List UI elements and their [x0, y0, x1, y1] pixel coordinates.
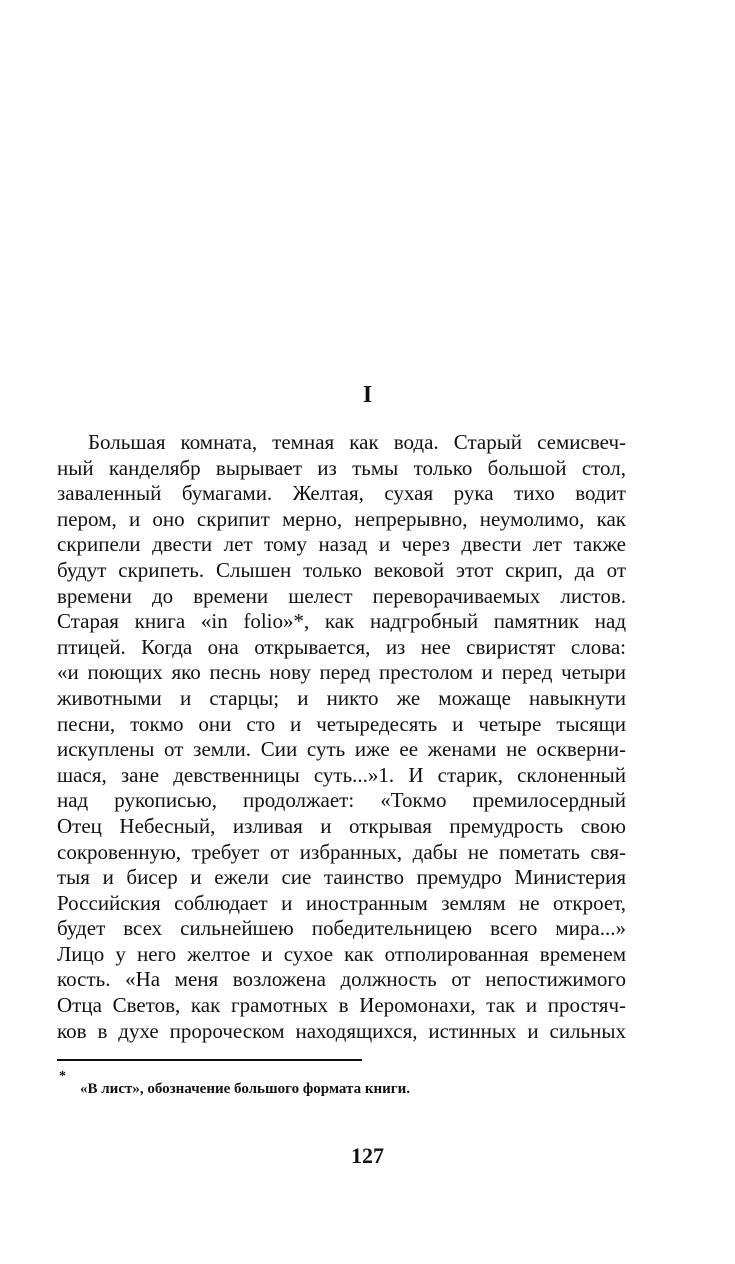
text-line: животными и старцы; и никто же можаще навыкнути [57, 685, 626, 710]
text-line: будут скрипеть. Слышен только вековой этот скрип, да от [57, 557, 626, 582]
text-line: кость. «На меня возложена должность от непостижимого [57, 967, 626, 992]
text-line: тыя и бисер и ежели сие таинство премудро Министерия [57, 865, 626, 890]
text-line: Российския соблюдает и иностранным землям не откроет, [57, 890, 626, 915]
text-line: пером, и оно скрипит мерно, непрерывно, неумолимо, как [57, 506, 626, 531]
text-line: ков в духе пророческом находящихся, истинных и сильных [57, 1018, 626, 1043]
text-line: скрипели двести лет тому назад и через двести лет также [57, 532, 626, 557]
text-line: песни, токмо они сто и четыредесять и четыре тысящи [57, 711, 626, 736]
text-line: искуплены от земли. Сии суть иже ее женами не оскверни- [57, 737, 626, 762]
body-text [57, 430, 626, 1044]
text-line: Отец Небесный, изливая и открывая премудрость свою [57, 813, 626, 838]
text-line: Отца Светов, как грамотных в Иеромонахи, так и простяч- [57, 993, 626, 1018]
footnote-mark: * [59, 1069, 66, 1084]
text-line: будет всех сильнейшею победительницею всего мира...» [57, 916, 626, 941]
text-line: над рукописью, продолжает: «Токмо премилосердный [57, 788, 626, 813]
text-line: ный канделябр вырывает из тьмы только большой стол, [57, 455, 626, 480]
text-line: заваленный бумагами. Желтая, сухая рука тихо водит [57, 481, 626, 506]
text-line: птицей. Когда она открывается, из нее свиристят слова: [57, 634, 626, 659]
text-line: шася, зане девственницы суть...»1. И старик, склоненный [57, 762, 626, 787]
text-line: «и поющих яко песнь нову перед престолом и перед четыри [57, 660, 626, 685]
text-line: Большая комната, темная как вода. Старый семисвеч- [88, 430, 626, 454]
text-line: времени до времени шелест переворачиваемых листов. [57, 583, 626, 608]
chapter-heading: I [362, 382, 373, 408]
footnote-text: «В лист», обозначение большого формата книги. [80, 1081, 410, 1097]
text-line: сокровенную, требует от избранных, дабы не пометать свя- [57, 839, 626, 864]
text-line: Старая книга «in folio»*, как надгробный памятник над [57, 609, 626, 634]
text-line: Лицо у него желтое и сухое как отполированная временем [57, 941, 626, 966]
page-number: 127 [351, 1143, 384, 1168]
footnote-divider [57, 1059, 362, 1061]
